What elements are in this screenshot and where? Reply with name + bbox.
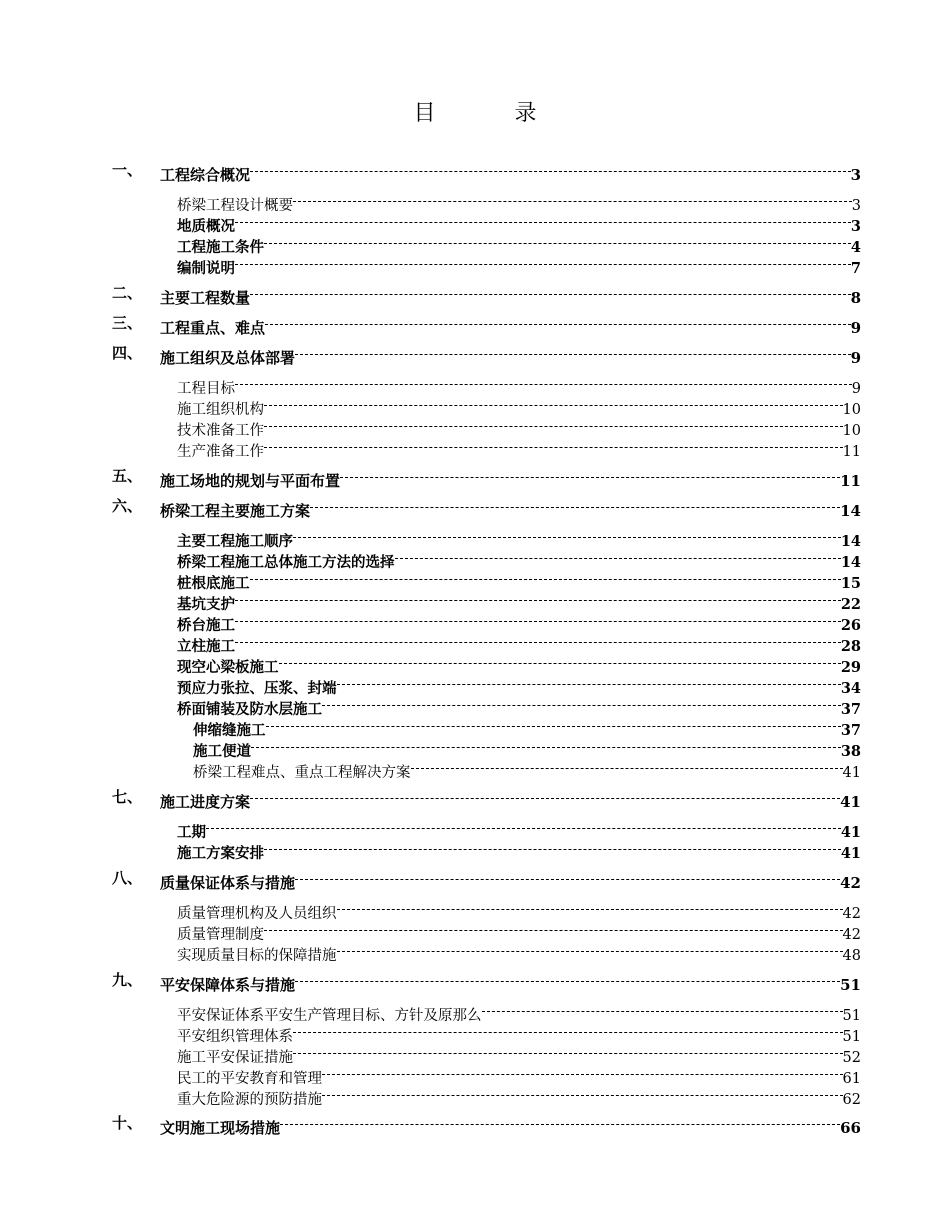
toc-entry-label: 伸缩缝施工: [193, 722, 266, 739]
toc-subentry[interactable]: [177, 817, 861, 841]
toc-subentry[interactable]: [177, 898, 861, 922]
toc-entry-label: 施工场地的规划与平面布置: [160, 472, 341, 490]
toc-page-number: 14: [840, 533, 861, 550]
toc-entry-label: 民工的平安教育和管理: [177, 1071, 322, 1087]
toc-dot-leader: [295, 868, 840, 888]
toc-page-number: 3: [850, 218, 861, 235]
toc-entry-label: 主要工程施工顺序: [177, 533, 293, 550]
toc-entry-label: 文明施工现场措施: [160, 1119, 281, 1137]
toc-subentry[interactable]: [177, 211, 861, 235]
toc-dot-leader: [337, 940, 843, 960]
toc-dot-leader: [280, 1113, 840, 1133]
toc-entry-label: 工期: [177, 824, 206, 841]
toc-subentry[interactable]: [193, 757, 861, 781]
toc-page-number: 15: [840, 575, 861, 592]
toc-page-number: 10: [842, 402, 861, 418]
toc-subentry[interactable]: [177, 694, 861, 718]
toc-entry-label: 立柱施工: [177, 638, 235, 655]
toc-page-number: 34: [840, 680, 861, 697]
toc-dot-leader: [235, 610, 841, 630]
toc-page-number: 14: [840, 554, 861, 571]
toc-page-number: 62: [842, 1092, 861, 1108]
toc-section-number: 八、: [112, 869, 143, 887]
toc-subentry[interactable]: [177, 547, 861, 571]
toc-page-number: 22: [840, 596, 861, 613]
toc-subentry[interactable]: [177, 838, 861, 862]
toc-chapter-entry[interactable]: [160, 160, 861, 184]
toc-dot-leader: [411, 757, 843, 777]
toc-subentry[interactable]: [177, 373, 861, 397]
toc-dot-leader: [264, 919, 843, 939]
toc-subentry[interactable]: [177, 631, 861, 655]
toc-dot-leader: [250, 160, 851, 180]
toc-chapter-entry[interactable]: [160, 283, 861, 307]
toc-subentry[interactable]: [177, 526, 861, 550]
toc-page-number: 28: [840, 638, 861, 655]
toc-dot-leader: [264, 436, 843, 456]
toc-chapter-entry[interactable]: [160, 787, 861, 811]
toc-subentry[interactable]: [193, 715, 861, 739]
toc-dot-leader: [235, 631, 841, 651]
toc-page-number: 41: [840, 845, 861, 862]
toc-subentry[interactable]: [177, 1042, 861, 1066]
toc-section-number: 九、: [112, 971, 143, 989]
toc-subentry[interactable]: [177, 1021, 861, 1045]
toc-dot-leader: [235, 253, 851, 273]
toc-entry-label: 施工组织机构: [177, 402, 264, 418]
toc-section-number: 六、: [112, 497, 143, 515]
toc-page-number: 3: [850, 166, 861, 184]
toc-chapter-entry[interactable]: [160, 1113, 861, 1137]
toc-dot-leader: [337, 898, 843, 918]
toc-dot-leader: [235, 211, 851, 231]
toc-entry-label: 重大危险源的预防措施: [177, 1092, 322, 1108]
toc-page-number: 66: [840, 1119, 861, 1137]
toc-dot-leader: [293, 1021, 843, 1041]
toc-dot-leader: [340, 466, 840, 486]
toc-dot-leader: [395, 547, 841, 567]
toc-page-number: 51: [840, 976, 861, 994]
toc-dot-leader: [264, 838, 841, 858]
toc-section-number: 七、: [112, 788, 143, 806]
toc-subentry[interactable]: [177, 1084, 861, 1108]
toc-subentry[interactable]: [177, 1063, 861, 1087]
toc-page-number: 51: [842, 1029, 861, 1045]
toc-subentry[interactable]: [193, 736, 861, 760]
toc-dot-leader: [206, 817, 841, 837]
toc-subentry[interactable]: [177, 589, 861, 613]
toc-page-number: 3: [851, 198, 861, 214]
toc-entry-label: 基坑支护: [177, 596, 235, 613]
toc-entry-label: 桩根底施工: [177, 575, 250, 592]
toc-page-number: 41: [840, 824, 861, 841]
toc-page-number: 8: [850, 289, 861, 307]
toc-page-number: 29: [840, 659, 861, 676]
toc-page-number: 42: [842, 927, 861, 943]
toc-page-number: 10: [842, 423, 861, 439]
toc-page-number: 41: [840, 793, 861, 811]
toc-subentry[interactable]: [177, 394, 861, 418]
toc-page-number: 26: [840, 617, 861, 634]
toc-entry-label: 主要工程数量: [160, 289, 251, 307]
toc-dot-leader: [310, 496, 840, 516]
page-title: 目 录: [413, 101, 573, 126]
toc-dot-leader: [295, 343, 851, 363]
toc-page-number: 11: [842, 444, 861, 460]
toc-entry-label: 桥梁工程难点、重点工程解决方案: [193, 765, 411, 781]
toc-section-number: 三、: [112, 314, 143, 332]
toc-entry-label: 施工进度方案: [160, 793, 251, 811]
toc-entry-label: 工程重点、难点: [160, 319, 266, 337]
toc-entry-label: 现空心梁板施工: [177, 659, 279, 676]
toc-dot-leader: [266, 715, 841, 735]
toc-section-number: 四、: [112, 344, 143, 362]
toc-page-number: 52: [842, 1050, 861, 1066]
toc-page-number: 37: [840, 722, 861, 739]
toc-entry-label: 工程施工条件: [177, 239, 264, 256]
toc-subentry[interactable]: [177, 940, 861, 964]
toc-dot-leader: [264, 232, 851, 252]
toc-chapter-entry[interactable]: [160, 343, 861, 367]
toc-entry-label: 平安保证体系平安生产管理目标、方针及原那么: [177, 1008, 482, 1024]
toc-entry-label: 地质概况: [177, 218, 235, 235]
toc-subentry[interactable]: [177, 190, 861, 214]
toc-subentry[interactable]: [177, 652, 861, 676]
toc-subentry[interactable]: [177, 673, 861, 697]
toc-page-number: 48: [842, 948, 861, 964]
toc-subentry[interactable]: [177, 919, 861, 943]
toc-section-number: 二、: [112, 284, 143, 302]
toc-page-number: 7: [850, 260, 861, 277]
toc-dot-leader: [337, 673, 841, 693]
toc-dot-leader: [250, 568, 841, 588]
toc-entry-label: 桥梁工程设计概要: [177, 198, 293, 214]
toc-dot-leader: [482, 1000, 843, 1020]
toc-entry-label: 施工方案安排: [177, 845, 264, 862]
toc-entry-label: 技术准备工作: [177, 423, 264, 439]
toc-entry-label: 质量保证体系与措施: [160, 874, 296, 892]
toc-entry-label: 桥梁工程施工总体施工方法的选择: [177, 554, 395, 571]
toc-section-number: 五、: [112, 467, 143, 485]
toc-section-number: 一、: [112, 161, 143, 179]
toc-page-number: 51: [842, 1008, 861, 1024]
toc-entry-label: 工程目标: [177, 381, 235, 397]
toc-entry-label: 施工组织及总体部署: [160, 349, 296, 367]
toc-entry-label: 桥台施工: [177, 617, 235, 634]
toc-section-number: 十、: [112, 1114, 143, 1132]
toc-dot-leader: [251, 736, 841, 756]
toc-entry-label: 施工平安保证措施: [177, 1050, 293, 1066]
toc-dot-leader: [293, 526, 841, 546]
toc-page-number: 4: [850, 239, 861, 256]
toc-page-number: 9: [850, 319, 861, 337]
toc-dot-leader: [295, 970, 840, 990]
toc-dot-leader: [264, 415, 843, 435]
toc-chapter-entry[interactable]: [160, 466, 861, 490]
toc-entry-label: 实现质量目标的保障措施: [177, 948, 337, 964]
toc-page-number: 9: [851, 381, 861, 397]
toc-dot-leader: [322, 694, 841, 714]
toc-subentry[interactable]: [177, 415, 861, 439]
toc-entry-label: 质量管理制度: [177, 927, 264, 943]
toc-entry-label: 桥梁工程主要施工方案: [160, 502, 311, 520]
toc-chapter-entry[interactable]: [160, 496, 861, 520]
toc-subentry[interactable]: [177, 568, 861, 592]
toc-entry-label: 预应力张拉、压浆、封端: [177, 680, 337, 697]
toc-entry-label: 质量管理机构及人员组织: [177, 906, 337, 922]
toc-page-number: 42: [840, 874, 861, 892]
toc-subentry[interactable]: [177, 1000, 861, 1024]
toc-subentry[interactable]: [177, 610, 861, 634]
toc-page-number: 41: [842, 765, 861, 781]
toc-page-number: 61: [842, 1071, 861, 1087]
toc-entry-label: 生产准备工作: [177, 444, 264, 460]
toc-chapter-entry[interactable]: [160, 970, 861, 994]
toc-entry-label: 编制说明: [177, 260, 235, 277]
toc-page-number: 42: [842, 906, 861, 922]
toc-entry-label: 平安组织管理体系: [177, 1029, 293, 1045]
toc-dot-leader: [250, 787, 840, 807]
toc-page-number: 14: [840, 502, 861, 520]
toc-page-number: 38: [840, 743, 861, 760]
toc-chapter-entry[interactable]: [160, 868, 861, 892]
toc-entry-label: 平安保障体系与措施: [160, 976, 296, 994]
toc-dot-leader: [264, 394, 843, 414]
toc-entry-label: 工程综合概况: [160, 166, 251, 184]
toc-page-number: 37: [840, 701, 861, 718]
toc-dot-leader: [250, 283, 851, 303]
toc-dot-leader: [235, 589, 841, 609]
toc-dot-leader: [293, 190, 852, 210]
toc-dot-leader: [322, 1063, 843, 1083]
toc-entry-label: 施工便道: [193, 743, 251, 760]
toc-chapter-entry[interactable]: [160, 313, 861, 337]
toc-subentry[interactable]: [177, 436, 861, 460]
toc-subentry[interactable]: [177, 253, 861, 277]
toc-dot-leader: [293, 1042, 843, 1062]
toc-dot-leader: [235, 373, 852, 393]
toc-subentry[interactable]: [177, 232, 861, 256]
toc-dot-leader: [322, 1084, 843, 1104]
toc-entry-label: 桥面铺装及防水层施工: [177, 701, 322, 718]
toc-page-number: 11: [840, 472, 861, 490]
toc-page-number: 9: [850, 349, 861, 367]
toc-dot-leader: [265, 313, 851, 333]
toc-dot-leader: [279, 652, 841, 672]
